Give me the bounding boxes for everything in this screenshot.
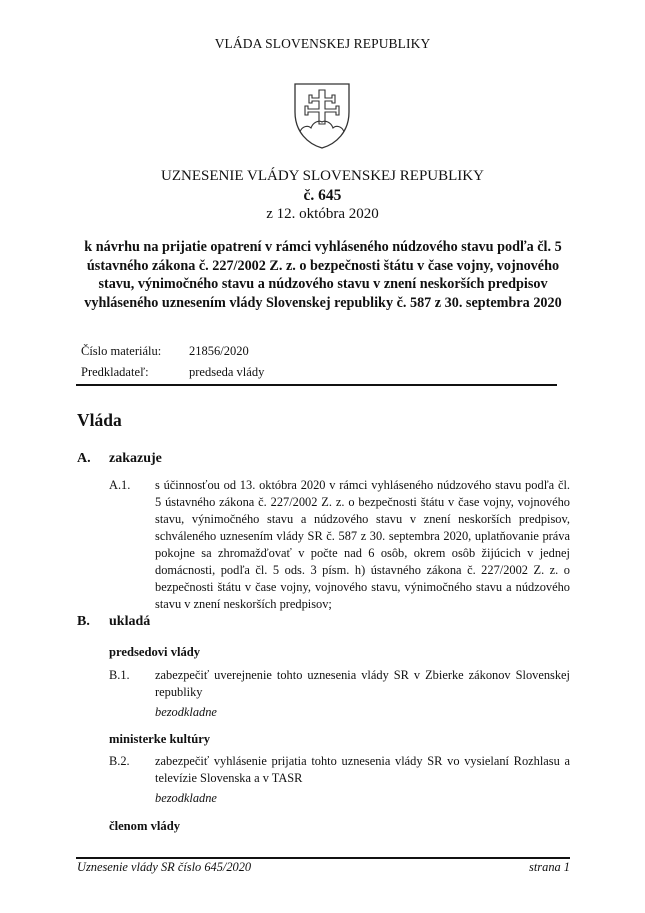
material-number-row [81,341,264,362]
slovak-coat-of-arms-icon [292,82,352,150]
section-verb: ukladá [109,614,151,629]
resolution-item-b2 [109,753,570,787]
resolution-subject: k návrhu na prijatie opatrení v rámci vyhláseného núdzového stavu podľa čl. 5 ústavného zákona č. 227/2002 Z. z. o bezpečnosti štátu v čase vojny, vojnového stavu, výnimočného stavu a núdzového stavu v znení neskorších predpisov vyhláseného uznesením vlády Slovenskej republiky č. 587 z 30. septembra 2020 [84,239,562,311]
page-footer [77,860,570,875]
section-b-heading [77,614,150,630]
material-number-value: 21856/2020 [189,344,249,358]
item-number: B.2. [109,754,130,768]
addressee-prime-minister: predsedovi vlády [109,645,201,659]
deadline-b2: bezodkladne [155,791,217,805]
resolution-item-a1 [109,477,570,613]
material-number-label: Číslo materiálu: [81,344,162,358]
deadline-b1: bezodkladne [155,705,217,719]
footer-divider [76,857,570,859]
addressee-culture-minister: ministerke kultúry [109,732,211,746]
header-divider [76,384,557,386]
submitter-label: Predkladateľ: [81,365,149,379]
submitter-row [81,362,264,383]
resolution-title: UZNESENIE VLÁDY SLOVENSKEJ REPUBLIKY [161,168,484,184]
resolution-header [0,167,645,224]
section-a-heading [77,451,162,467]
submitter-value: predseda vlády [189,365,265,379]
resolution-number: č. 645 [303,187,342,204]
item-text: zabezpečiť vyhlásenie prijatia tohto uznesenia vlády SR vo vysielaní Rozhlasu a televízie Slovenska a v TASR [155,754,570,785]
footer-page-number: strana 1 [529,860,570,874]
item-text: zabezpečiť uverejnenie tohto uznesenia vlády SR v Zbierke zákonov Slovenskej republiky [155,668,570,699]
item-text: s účinnosťou od 13. októbra 2020 v rámci vyhláseného núdzového stavu podľa čl. 5 ústavného zákona č. 227/2002 Z. z. o bezpečnosti štátu v čase vojny, vojnového stavu, výnimočného stavu a núdzového stavu v znení neskorších predpisov, schváleného uznesením vlády SR č. 587 z 30. septembra 2020, uplatňovanie práva pokojne sa zhromažďovať v počte nad 6 osôb, okrem osôb žijúcich v jednej domácnosti, podľa čl. 5 ods. 3 písm. h) ústavného zákona č. 227/2002 Z. z. o bezpečnosti štátu v čase vojny, vojnového stavu, výnimočného stavu a núdzového stavu v znení neskorších predpisov; [155,478,570,611]
addressee-government-members: členom vlády [109,819,181,833]
item-number: A.1. [109,478,131,492]
body-heading: Vláda [77,410,122,430]
resolution-item-b1 [109,667,570,701]
item-number: B.1. [109,668,130,682]
section-letter: A. [77,451,91,466]
material-metadata [81,341,264,383]
footer-document-ref: Uznesenie vlády SR číslo 645/2020 [77,860,252,874]
government-header: VLÁDA SLOVENSKEJ REPUBLIKY [214,36,431,51]
section-letter: B. [77,614,90,629]
resolution-date: z 12. októbra 2020 [266,206,379,222]
section-verb: zakazuje [109,451,162,466]
